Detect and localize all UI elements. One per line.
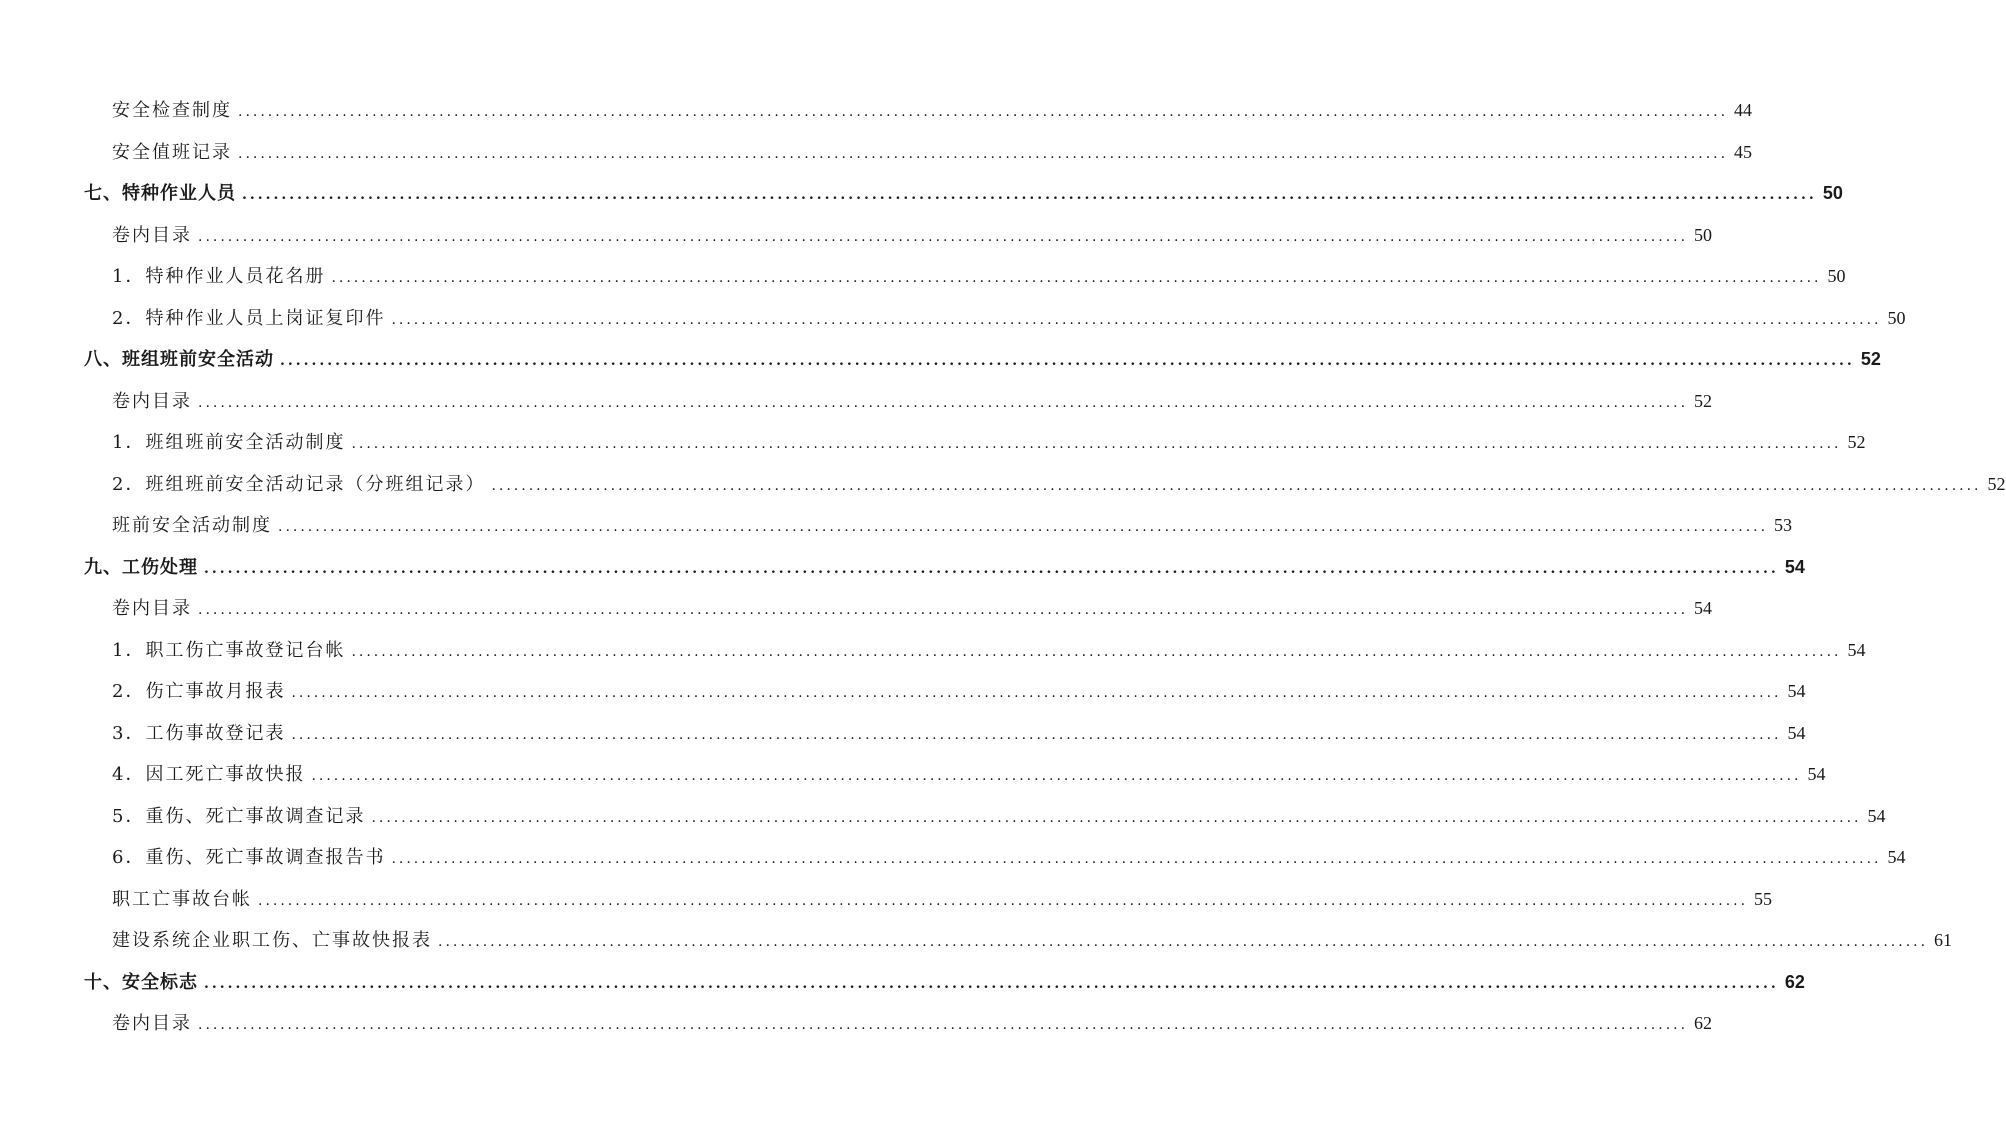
table-of-contents [84,90,2006,1045]
toc-entry-title: 安全值班记录 [112,141,232,163]
toc-page-number: 53 [1774,515,1793,535]
toc-page-number: 52 [1694,390,1713,411]
toc-dot-leader: ........................................................................................................................................................................................................ [291,726,1782,743]
toc-page-number: 50 [1827,266,1846,286]
toc-dot-leader: ........................................................................................................................................................................................................ [204,975,1779,992]
toc-entry[interactable] [84,132,1753,174]
toc-page-number: 61 [1934,930,1953,950]
toc-dot-leader: ........................................................................................................................................................................................................ [391,311,1882,328]
toc-entry-title: 八、班组班前安全活动 [84,349,274,370]
toc-page-number: 55 [1754,888,1773,909]
toc-dot-leader: ........................................................................................................................................................................................................ [491,477,1982,494]
toc-dot-leader: ........................................................................................................................................................................................................ [204,560,1779,577]
toc-entry-title: 班前安全活动制度 [112,515,272,536]
toc-entry-title: 卷内目录 [112,598,192,619]
toc-entry-title: 1．职工伤亡事故登记台帐 [112,639,346,661]
toc-entry[interactable] [84,713,1806,755]
toc-page-number: 62 [1784,971,1805,992]
toc-entry-title: 4．因工死亡事故快报 [112,764,306,785]
toc-dot-leader: ........................................................................................................................................................................................................ [351,436,1842,452]
toc-entry-title: 3．工伤事故登记表 [112,722,286,744]
toc-page-number: 54 [1694,598,1713,618]
toc-dot-leader: ........................................................................................................................................................................................................ [371,809,1862,826]
toc-dot-leader: ........................................................................................................................................................................................................ [198,394,1689,411]
toc-entry[interactable] [84,422,1866,464]
toc-dot-leader: ........................................................................................................................................................................................................ [238,104,1729,120]
toc-entry[interactable] [84,754,1826,796]
toc-dot-leader: ........................................................................................................................................................................................................ [278,519,1769,535]
toc-dot-leader: ........................................................................................................................................................................................................ [242,187,1817,203]
toc-section-heading[interactable] [84,173,1843,215]
toc-dot-leader: ........................................................................................................................................................................................................ [198,228,1689,245]
toc-dot-leader: ........................................................................................................................................................................................................ [238,145,1729,162]
toc-entry-title: 2．伤亡事故月报表 [112,681,286,702]
toc-dot-leader: ........................................................................................................................................................................................................ [291,685,1782,701]
toc-entry-title: 2．特种作业人员上岗证复印件 [112,307,386,329]
toc-section-heading[interactable] [84,962,1805,1004]
toc-dot-leader: ........................................................................................................................................................................................................ [438,934,1929,950]
toc-entry-title: 九、工伤处理 [84,556,198,578]
toc-page-number: 54 [1807,764,1826,784]
toc-page-number: 50 [1887,307,1906,328]
toc-page-number: 50 [1694,224,1713,245]
toc-page-number: 45 [1734,141,1753,162]
toc-page-number: 54 [1787,681,1806,701]
toc-entry[interactable] [84,464,2006,506]
toc-entry-title: 6．重伤、死亡事故调查报告书 [112,847,386,868]
toc-entry[interactable] [84,1003,1713,1045]
toc-dot-leader: ........................................................................................................................................................................................................ [391,851,1882,867]
toc-dot-leader: ........................................................................................................................................................................................................ [258,892,1749,909]
toc-entry-title: 1．特种作业人员花名册 [112,266,326,287]
toc-dot-leader: ........................................................................................................................................................................................................ [198,1017,1689,1033]
toc-entry-title: 建设系统企业职工伤、亡事故快报表 [112,930,432,951]
toc-entry[interactable] [84,505,1793,547]
toc-dot-leader: ........................................................................................................................................................................................................ [311,768,1802,784]
toc-entry[interactable] [84,920,1953,962]
toc-entry[interactable] [84,630,1866,672]
toc-entry[interactable] [84,879,1773,921]
toc-entry-title: 卷内目录 [112,390,192,412]
toc-section-heading[interactable] [84,547,1805,589]
toc-dot-leader: ........................................................................................................................................................................................................ [280,353,1855,369]
toc-page-number: 54 [1867,805,1886,826]
toc-page-number: 52 [1847,432,1866,452]
toc-dot-leader: ........................................................................................................................................................................................................ [331,270,1822,286]
toc-entry[interactable] [84,256,1846,298]
toc-page-number: 54 [1784,556,1805,577]
toc-entry[interactable] [84,298,1906,340]
toc-dot-leader: ........................................................................................................................................................................................................ [351,643,1842,660]
toc-entry-title: 5．重伤、死亡事故调查记录 [112,805,366,827]
toc-page-number: 52 [1987,473,2006,494]
toc-page-number: 44 [1734,100,1753,120]
toc-page-number: 54 [1887,847,1906,867]
toc-entry-title: 七、特种作业人员 [84,183,236,204]
toc-entry-title: 卷内目录 [112,1013,192,1034]
toc-section-heading[interactable] [84,339,1881,381]
toc-entry[interactable] [84,588,1713,630]
toc-entry-title: 卷内目录 [112,224,192,246]
toc-entry[interactable] [84,381,1713,423]
toc-entry-title: 1．班组班前安全活动制度 [112,432,346,453]
toc-page-number: 54 [1847,639,1866,660]
toc-entry-title: 安全检查制度 [112,100,232,121]
toc-entry[interactable] [84,796,1886,838]
toc-page-number: 54 [1787,722,1806,743]
toc-page-number: 52 [1860,349,1881,369]
toc-entry[interactable] [84,837,1906,879]
toc-page-number: 50 [1822,183,1843,203]
toc-entry-title: 2．班组班前安全活动记录（分班组记录） [112,473,486,495]
toc-entry[interactable] [84,215,1713,257]
toc-entry-title: 十、安全标志 [84,971,198,993]
toc-page-number: 62 [1694,1013,1713,1033]
toc-entry-title: 职工亡事故台帐 [112,888,252,910]
toc-entry[interactable] [84,90,1753,132]
toc-dot-leader: ........................................................................................................................................................................................................ [198,602,1689,618]
toc-entry[interactable] [84,671,1806,713]
